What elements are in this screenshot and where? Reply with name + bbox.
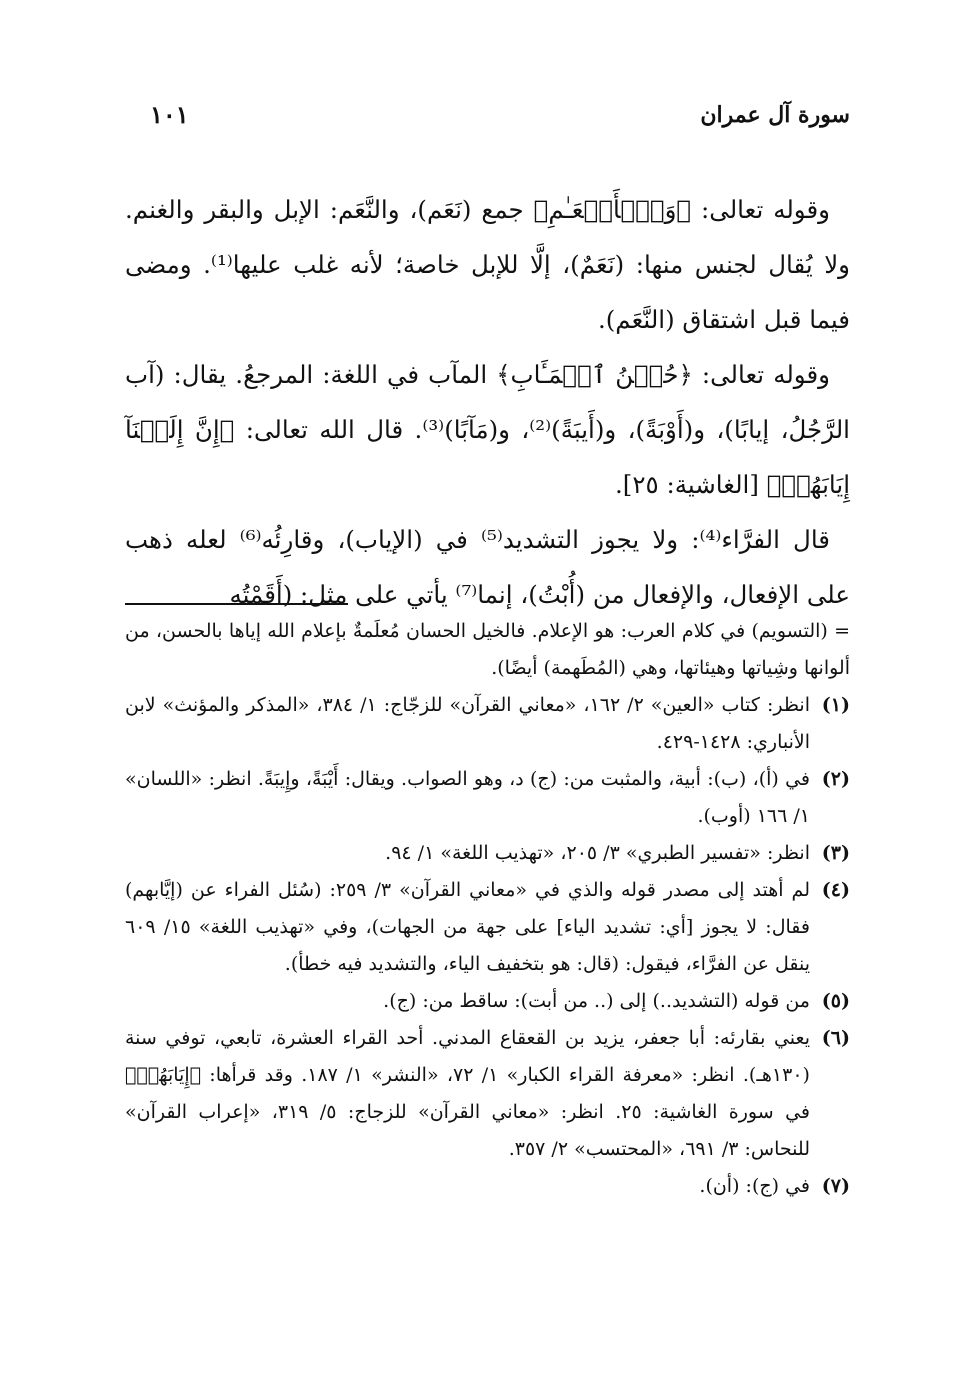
footnote-number: (٧) xyxy=(821,1175,850,1197)
footnote-text: انظر: «تفسير الطبري» ٣/ ٢٠٥، «تهذيب اللغة» ١/ ٩٤. xyxy=(385,842,810,864)
footnote xyxy=(125,983,850,1020)
paragraph: قال الفرَّاء⁽⁴⁾: ولا يجوز التشديد⁽⁵⁾ في (الإياب)، وقارِئُه⁽⁶⁾ لعله ذهب على الإفعال، والإفعال من (أُبْتُ)، إنما⁽⁷⁾ يأتي على مثل: (أَقَمْتُه xyxy=(125,525,850,609)
footnote-separator xyxy=(125,603,348,605)
footnote-continuation: = (التسويم) في كلام العرب: هو الإعلام. فالخيل الحسان مُعلَمةٌ بإعلام الله إياها بالحسن، من ألوانها وشِياتها وهيئاتها، وهي (المُطَهمة) أيضًا). xyxy=(125,620,850,679)
footnotes xyxy=(125,613,850,1205)
footnote-number: (٢) xyxy=(821,768,850,790)
footnote-number: (١) xyxy=(821,694,850,716)
footnote-text: يعني بقارئه: أبا جعفر، يزيد بن القعقاع المدني. أحد القراء العشرة، تابعي، توفي سنة (١٣٠هـ). انظر: «معرفة القراء الكبار» ١/ ٧٢، «النشر» ١/ ١٨٧. وقد قرأها: ﴿إِيَابَهُمۡ﴾ في سورة الغاشية: ٢٥. انظر: «معاني القرآن» للزجاج: ٥/ ٣١٩، «إعراب القرآن» للنحاس: ٣/ ٦٩١، «المحتسب» ٢/ ٣٥٧. xyxy=(125,1027,810,1160)
footnote-text: انظر: كتاب «العين» ٢/ ١٦٢، «معاني القرآن» للزجّاج: ١/ ٣٨٤، «المذكر والمؤنث» لابن الأنباري: ١٤٢٨-٤٢٩. xyxy=(125,694,810,753)
footnote-text: لم أهتد إلى مصدر قوله والذي في «معاني القرآن» ٣/ ٢٥٩: (سُئل الفراء عن (إيَّابهم) فقال: لا يجوز [أي: تشديد الياء] على جهة من الجهات)، وفي «تهذيب اللغة» ١٥/ ٦٠٩ ينقل عن الفرَّاء، فيقول: (قال: هو بتخفيف الياء، والتشديد فيه خطأ). xyxy=(125,879,810,975)
footnote xyxy=(125,872,850,983)
running-header-title: سورة آل عمران xyxy=(700,102,850,128)
footnote-text: في (ج): (أن). xyxy=(699,1175,810,1197)
footnote-number: (٤) xyxy=(821,879,850,901)
footnote-number: (٦) xyxy=(821,1027,850,1049)
footnote xyxy=(125,835,850,872)
paragraph: وقوله تعالى: ﴿وَٱلۡأَنۡعَـٰمِ﴾ جمع (نَعَم)، والنَّعَم: الإبل والبقر والغنم. ولا يُقال لجنس منها: (نَعَمٌ)، إلَّا للإبل خاصة؛ لأنه غلب عليها⁽¹⁾. ومضى فيما قبل اشتقاق (النَّعَم). xyxy=(125,195,850,334)
footnote xyxy=(125,687,850,761)
footnote xyxy=(125,1020,850,1168)
footnote-number: (٣) xyxy=(821,842,850,864)
main-text xyxy=(125,182,850,622)
paragraph: وقوله تعالى: ﴿حُسۡنُ ٱلۡمَـَٔابِ﴾ المآب في اللغة: المرجعُ. يقال: (آب الرَّجُلُ، إيابًا)، و(أَوْبَةً)، و(أَيبَةً)⁽²⁾، و(مَآبًا)⁽³⁾. قال الله تعالى: ﴿إِنَّ إِلَيۡنَآ إِيَابَهُمۡ﴾ [الغاشية: ٢٥]. xyxy=(125,360,850,499)
footnote-number: (٥) xyxy=(821,990,850,1012)
footnote xyxy=(125,1168,850,1205)
footnote xyxy=(125,761,850,835)
page-number: ١٠١ xyxy=(150,100,189,129)
footnote-text: في (أ)، (ب): أبية، والمثبت من: (ج) د، وهو الصواب. ويقال: أَيْبَةً، وإِيبَةً. انظر: «اللسان» ١/ ١٦٦ (أوب). xyxy=(125,768,810,827)
footnote-text: من قوله (التشديد..) إلى (.. من أبت): ساقط من: (ج). xyxy=(383,990,810,1012)
